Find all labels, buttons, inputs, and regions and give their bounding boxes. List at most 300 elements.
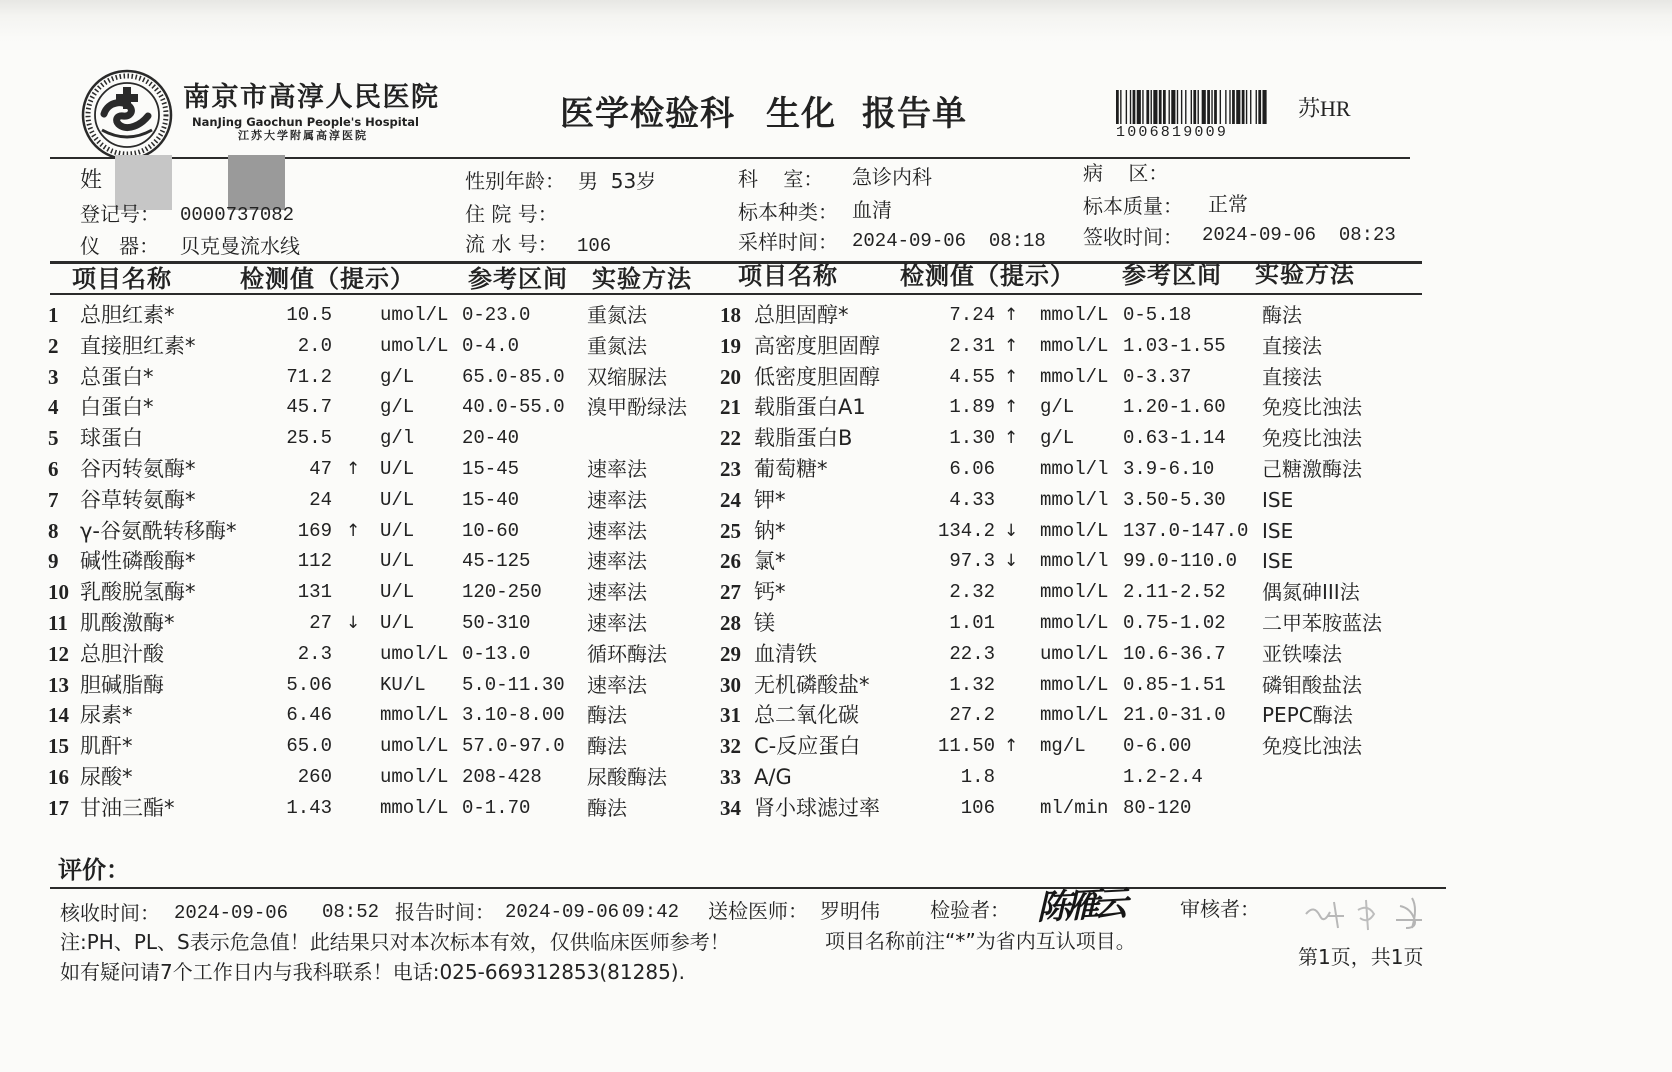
result-flag: ↑ <box>1004 736 1019 757</box>
barcode-bar <box>1137 90 1141 124</box>
result-method: 速率法 <box>587 457 647 481</box>
result-unit: mmol/L <box>380 796 449 819</box>
result-no: 27 <box>720 580 741 605</box>
barcode-bar <box>1258 90 1261 124</box>
result-value: 1.01 <box>949 612 995 634</box>
result-unit: g/L <box>1040 427 1075 450</box>
barcode-bar <box>1207 90 1210 124</box>
result-value: 112 <box>297 550 332 573</box>
result-row <box>0 331 1672 362</box>
result-no: 32 <box>720 734 741 759</box>
result-name: A/G <box>754 765 792 789</box>
result-name: 低密度胆固醇 <box>754 364 880 389</box>
hospital-name: 南京市高淳人民医院 <box>183 82 440 113</box>
result-method: PEPC酶法 <box>1262 703 1353 728</box>
result-method: 磷钼酸盐法 <box>1262 672 1362 697</box>
barcode-bar <box>1171 90 1175 124</box>
result-value: 11.50 <box>937 735 995 758</box>
result-range: 65.0-85.0 <box>462 365 565 388</box>
result-value: 1.8 <box>960 766 995 788</box>
result-method: 尿酸酶法 <box>587 765 667 789</box>
result-row <box>0 762 1672 793</box>
result-value: 2.32 <box>949 581 995 604</box>
result-no: 6 <box>48 457 59 481</box>
doctor-label: 送检医师： <box>708 899 808 923</box>
result-no: 5 <box>48 426 59 451</box>
check-time-label: 核收时间： <box>60 901 160 925</box>
result-range: 45-125 <box>462 550 531 573</box>
sample-time-label: 采样时间： <box>738 230 838 254</box>
gender-age-label: 性别年龄： <box>465 169 565 193</box>
barcode-bar <box>1185 90 1186 124</box>
result-method: 双缩脲法 <box>587 364 667 389</box>
barcode-bar <box>1232 90 1235 124</box>
result-range: 137.0-147.0 <box>1123 519 1249 542</box>
result-name: 无机磷酸盐* <box>754 672 870 697</box>
result-range: 0.85-1.51 <box>1123 673 1226 696</box>
result-name: 血清铁 <box>754 641 817 666</box>
result-name: 载脂蛋白A1 <box>754 395 866 420</box>
serial-no-value: 106 <box>577 235 612 257</box>
corner-code: 苏HR <box>1298 96 1351 121</box>
result-no: 26 <box>720 549 741 574</box>
result-unit: g/L <box>380 365 415 388</box>
result-flag: ↑ <box>1004 335 1019 356</box>
result-no: 29 <box>720 641 741 666</box>
result-flag: ↑ <box>346 459 361 479</box>
result-unit: U/L <box>380 519 415 542</box>
report-time-label: 报告时间： <box>395 900 495 924</box>
result-name: 总二氧化碳 <box>754 703 859 728</box>
result-method: ISE <box>1262 518 1294 543</box>
result-name: 总蛋白* <box>80 364 154 389</box>
result-row <box>0 731 1672 762</box>
result-method: 溴甲酚绿法 <box>587 395 687 420</box>
barcode-bar <box>1229 90 1230 124</box>
result-name: 钾* <box>754 487 786 512</box>
result-unit: mmol/l <box>1040 458 1109 480</box>
result-method: 速率法 <box>587 549 647 574</box>
barcode-bar <box>1181 90 1182 124</box>
result-range: 10-60 <box>462 519 520 542</box>
result-value: 25.5 <box>286 427 332 450</box>
result-name: 胆碱脂酶 <box>80 672 164 697</box>
report-title-department: 医学检验科 <box>560 94 735 134</box>
result-range: 0-3.37 <box>1123 365 1192 388</box>
page-number: 第1页，共1页 <box>1298 945 1424 969</box>
result-name: 肾小球滤过率 <box>754 795 880 820</box>
result-value: 6.46 <box>286 704 332 727</box>
result-unit: U/L <box>380 612 415 634</box>
result-method: 免疫比浊法 <box>1262 426 1362 451</box>
result-no: 12 <box>48 641 69 666</box>
result-method: 亚铁嗪法 <box>1262 641 1342 666</box>
result-value: 2.0 <box>297 334 332 357</box>
barcode-bar <box>1163 90 1166 124</box>
result-value: 27.2 <box>949 704 995 727</box>
header-reference: 参考区间 <box>468 265 568 293</box>
result-unit: g/L <box>380 396 415 419</box>
receive-time-label: 签收时间： <box>1083 225 1183 249</box>
result-unit: mmol/L <box>1040 581 1109 604</box>
result-range: 0-6.00 <box>1123 735 1192 758</box>
result-name: 总胆汁酸 <box>80 641 164 666</box>
result-value: 169 <box>297 519 332 542</box>
result-row <box>0 670 1672 701</box>
specimen-quality-label: 标本质量： <box>1083 194 1183 218</box>
result-unit: g/l <box>380 427 415 450</box>
result-name: 白蛋白* <box>80 395 154 420</box>
result-name: 钠* <box>754 518 786 543</box>
hospital-name-english: NanJing Gaochun People's Hospital <box>192 115 419 129</box>
result-range: 1.20-1.60 <box>1123 396 1226 419</box>
barcode-bar <box>1202 90 1206 124</box>
result-no: 21 <box>720 395 741 420</box>
result-no: 20 <box>720 364 741 389</box>
result-row <box>0 793 1672 824</box>
result-no: 9 <box>48 549 59 574</box>
result-unit: ml/min <box>1040 796 1109 819</box>
barcode-bar <box>1133 90 1136 124</box>
result-no: 7 <box>48 487 59 512</box>
barcode-bar <box>1120 90 1121 124</box>
divider-header-bottom <box>50 293 1422 295</box>
result-method: 酶法 <box>587 703 627 728</box>
result-value: 1.30 <box>949 427 995 450</box>
result-range: 0-4.0 <box>462 334 520 357</box>
result-no: 16 <box>48 765 69 789</box>
result-range: 57.0-97.0 <box>462 735 565 758</box>
check-date: 2024-09-06 <box>174 902 289 924</box>
result-method: ISE <box>1262 549 1294 574</box>
instrument-value: 贝克曼流水线 <box>180 234 300 258</box>
result-flag: ↑ <box>1004 305 1019 325</box>
result-no: 14 <box>48 703 69 728</box>
result-flag: ↓ <box>1004 551 1019 572</box>
result-row <box>0 608 1672 639</box>
report-title-category: 生化 <box>766 94 836 134</box>
specimen-quality-value: 正常 <box>1208 192 1248 216</box>
result-row <box>0 577 1672 608</box>
receive-time-value: 2024-09-06 08:23 <box>1202 224 1396 246</box>
result-no: 28 <box>720 611 741 635</box>
result-unit: mmol/L <box>1040 673 1109 696</box>
result-range: 10.6-36.7 <box>1123 642 1226 665</box>
doctor-name: 罗明伟 <box>820 899 880 923</box>
barcode-bar <box>1214 90 1217 124</box>
result-unit: mmol/l <box>1040 550 1109 573</box>
result-unit: U/L <box>380 581 415 604</box>
result-value: 1.89 <box>949 396 995 419</box>
result-flag: ↓ <box>346 613 361 633</box>
result-no: 11 <box>48 611 68 635</box>
result-unit: umol/L <box>380 766 449 788</box>
result-name: 尿素* <box>80 703 133 728</box>
result-method: 速率法 <box>587 518 647 543</box>
result-name: 肌酐* <box>80 734 133 759</box>
tester-signature: 陈雁云 <box>1034 883 1130 929</box>
result-no: 4 <box>48 395 59 420</box>
instrument-label: 仪 器： <box>80 234 160 258</box>
result-name: 氯* <box>754 549 786 574</box>
result-name: 镁 <box>754 611 775 635</box>
result-range: 3.10-8.00 <box>462 704 565 727</box>
result-unit: mmol/L <box>1040 519 1109 542</box>
result-unit: umol/L <box>1040 642 1109 665</box>
result-method: 二甲苯胺蓝法 <box>1262 611 1382 635</box>
result-flag: ↑ <box>1004 366 1019 387</box>
result-range: 0.63-1.14 <box>1123 427 1226 450</box>
result-flag: ↑ <box>346 520 361 541</box>
result-method: 酶法 <box>587 795 627 820</box>
barcode-bar <box>1236 90 1240 124</box>
result-no: 8 <box>48 518 59 543</box>
result-unit: g/L <box>1040 396 1075 419</box>
result-unit: mmol/L <box>380 704 449 727</box>
result-name: 尿酸* <box>80 765 133 789</box>
result-range: 15-40 <box>462 488 520 511</box>
result-name: 直接胆红素* <box>80 333 196 358</box>
result-row <box>0 300 1672 331</box>
barcode-bar <box>1225 90 1226 124</box>
result-name: 钙* <box>754 580 786 605</box>
department-label: 科 室： <box>738 167 824 191</box>
result-flag: ↓ <box>1004 520 1019 541</box>
gender-age-value: 男 53岁 <box>578 169 657 193</box>
result-range: 21.0-31.0 <box>1123 704 1226 727</box>
result-unit: mmol/L <box>1040 334 1109 357</box>
barcode-bar <box>1250 90 1251 124</box>
result-range: 0-13.0 <box>462 642 531 665</box>
result-no: 19 <box>720 333 741 358</box>
barcode-bar <box>1262 90 1266 124</box>
logo-emblem <box>102 87 152 137</box>
result-value: 47 <box>309 458 332 480</box>
result-unit: mg/L <box>1040 735 1086 758</box>
barcode-bar <box>1169 90 1170 124</box>
result-name: 高密度胆固醇 <box>754 333 880 358</box>
result-value: 5.06 <box>286 673 332 696</box>
result-value: 2.3 <box>297 642 332 665</box>
barcode-bar <box>1256 90 1257 124</box>
result-range: 2.11-2.52 <box>1123 581 1226 604</box>
result-value: 6.06 <box>949 458 995 480</box>
result-no: 24 <box>720 487 741 512</box>
result-no: 15 <box>48 734 69 759</box>
header-reference: 参考区间 <box>1122 261 1222 289</box>
barcode-bar <box>1159 90 1162 124</box>
result-unit: umol/L <box>380 642 449 665</box>
result-unit: mmol/L <box>1040 304 1109 326</box>
barcode-bar <box>1126 90 1127 124</box>
barcode-bar <box>1130 90 1131 124</box>
result-value: 2.31 <box>949 334 995 357</box>
result-unit: umol/L <box>380 304 449 326</box>
barcode-bar <box>1246 90 1247 124</box>
result-no: 1 <box>48 303 59 327</box>
header-item-name: 项目名称 <box>738 262 838 290</box>
result-no: 17 <box>48 795 69 820</box>
header-result: 检测值（提示） <box>240 265 415 293</box>
result-no: 3 <box>48 364 59 389</box>
header-item-name: 项目名称 <box>72 265 172 293</box>
critical-value-note: 注:PH、PL、S表示危急值！此结果只对本次标本有效，仅供临床医师参考！ <box>60 930 730 954</box>
divider-footer <box>50 887 1446 889</box>
result-no: 34 <box>720 795 741 820</box>
barcode-number: 1006819009 <box>1116 124 1229 141</box>
result-unit: KU/L <box>380 673 426 696</box>
result-method: 直接法 <box>1262 364 1322 389</box>
result-value: 45.7 <box>286 396 332 419</box>
result-unit: U/L <box>380 550 415 573</box>
result-no: 25 <box>720 518 741 543</box>
result-name: C-反应蛋白 <box>754 734 861 759</box>
department-value: 急诊内科 <box>852 165 932 189</box>
result-row <box>0 454 1672 485</box>
result-name: 球蛋白 <box>80 426 143 451</box>
result-no: 22 <box>720 426 741 451</box>
result-unit: mmol/l <box>1040 488 1109 511</box>
result-name: 谷丙转氨酶* <box>80 457 196 481</box>
result-no: 30 <box>720 672 741 697</box>
result-row <box>0 700 1672 731</box>
result-range: 0-1.70 <box>462 796 531 819</box>
result-name: 载脂蛋白B <box>754 426 853 451</box>
barcode-bar <box>1191 90 1192 124</box>
barcode-bar <box>1211 90 1212 124</box>
header-method: 实验方法 <box>1255 260 1355 288</box>
evaluation-label: 评价： <box>58 856 130 884</box>
result-no: 33 <box>720 765 741 789</box>
result-range: 40.0-55.0 <box>462 396 565 419</box>
result-method: 循环酶法 <box>587 641 667 666</box>
result-no: 10 <box>48 580 69 605</box>
barcode-bar <box>1220 90 1221 124</box>
result-method: 免疫比浊法 <box>1262 734 1362 759</box>
header-method: 实验方法 <box>592 265 692 293</box>
result-range: 208-428 <box>462 766 542 788</box>
barcode-bar <box>1193 90 1196 124</box>
result-name: 甘油三酯* <box>80 795 175 820</box>
check-time: 08:52 <box>322 901 380 923</box>
result-value: 65.0 <box>286 735 332 758</box>
hospital-affiliation: 江苏大学附属高淳医院 <box>238 129 368 142</box>
result-value: 260 <box>297 766 332 788</box>
result-method: 重氮法 <box>587 333 647 358</box>
result-unit: umol/L <box>380 735 449 758</box>
report-time: 09:42 <box>622 901 680 923</box>
result-method: 重氮法 <box>587 303 647 327</box>
result-value: 106 <box>960 796 995 819</box>
result-method: 己糖激酶法 <box>1262 457 1362 481</box>
result-value: 134.2 <box>937 519 995 542</box>
result-value: 7.24 <box>949 304 995 326</box>
result-unit: U/L <box>380 488 415 511</box>
serial-no-label: 流 水 号： <box>465 232 558 256</box>
result-range: 5.0-11.30 <box>462 673 565 696</box>
reg-no-label: 登记号： <box>80 202 160 226</box>
result-method: ISE <box>1262 487 1294 512</box>
result-name: 碱性磷酸酶* <box>80 549 196 574</box>
result-range: 120-250 <box>462 581 542 604</box>
result-value: 4.55 <box>949 365 995 388</box>
barcode-bar <box>1151 90 1152 124</box>
result-method: 速率法 <box>587 611 647 635</box>
result-name: 总胆红素* <box>80 303 175 327</box>
result-method: 酶法 <box>1262 303 1302 327</box>
reviewer-signature <box>1300 892 1440 936</box>
report-date: 2024-09-06 <box>505 901 620 923</box>
barcode-bar <box>1242 90 1245 124</box>
result-row <box>0 362 1672 393</box>
barcode-bar <box>1116 90 1119 124</box>
result-range: 50-310 <box>462 612 531 634</box>
result-row <box>0 546 1672 577</box>
contact-note: 如有疑问请7个工作日内与我科联系！电话:025-669312853(81285). <box>60 960 685 984</box>
header-result: 检测值（提示） <box>900 262 1075 290</box>
result-method: 偶氮砷III法 <box>1262 580 1360 605</box>
mutual-recognition-note: 项目名称前注“*”为省内互认项目。 <box>825 929 1136 953</box>
result-range: 1.2-2.4 <box>1123 766 1203 788</box>
result-row <box>0 392 1672 423</box>
result-range: 0.75-1.02 <box>1123 612 1226 634</box>
result-value: 4.33 <box>949 488 995 511</box>
barcode-bar <box>1153 90 1157 124</box>
sample-time-value: 2024-09-06 08:18 <box>852 230 1046 252</box>
result-value: 1.32 <box>949 673 995 696</box>
result-range: 80-120 <box>1123 796 1192 819</box>
barcode-bar <box>1198 90 1199 124</box>
result-name: 肌酸激酶* <box>80 611 175 635</box>
result-row <box>0 516 1672 547</box>
result-value: 71.2 <box>286 365 332 388</box>
result-range: 0-5.18 <box>1123 304 1192 326</box>
results-table-right <box>0 300 1672 824</box>
result-range: 3.50-5.30 <box>1123 488 1226 511</box>
result-row <box>0 639 1672 670</box>
result-value: 97.3 <box>949 550 995 573</box>
result-method: 直接法 <box>1262 333 1322 358</box>
result-unit: mmol/L <box>1040 365 1109 388</box>
result-range: 1.03-1.55 <box>1123 334 1226 357</box>
tester-label: 检验者： <box>930 898 1010 922</box>
result-value: 10.5 <box>286 304 332 326</box>
result-method: 速率法 <box>587 580 647 605</box>
result-value: 22.3 <box>949 642 995 665</box>
result-no: 2 <box>48 333 59 358</box>
barcode <box>1116 90 1268 124</box>
barcode-bar <box>1146 90 1149 124</box>
result-unit: mmol/L <box>1040 612 1109 634</box>
result-method: 酶法 <box>587 734 627 759</box>
result-range: 99.0-110.0 <box>1123 550 1238 573</box>
result-name: 总胆固醇* <box>754 303 849 327</box>
reviewer-label: 审核者： <box>1180 897 1260 921</box>
result-method: 免疫比浊法 <box>1262 395 1362 420</box>
result-no: 13 <box>48 672 69 697</box>
reg-no-value: 0000737082 <box>180 204 295 226</box>
result-value: 131 <box>297 581 332 604</box>
result-unit: mmol/L <box>1040 704 1109 727</box>
result-unit: umol/L <box>380 334 449 357</box>
result-row <box>0 423 1672 454</box>
result-range: 3.9-6.10 <box>1123 458 1215 480</box>
result-no: 31 <box>720 703 741 728</box>
specimen-type-label: 标本种类： <box>738 200 838 224</box>
barcode-bar <box>1142 90 1143 124</box>
result-row <box>0 485 1672 516</box>
result-value: 1.43 <box>286 796 332 819</box>
